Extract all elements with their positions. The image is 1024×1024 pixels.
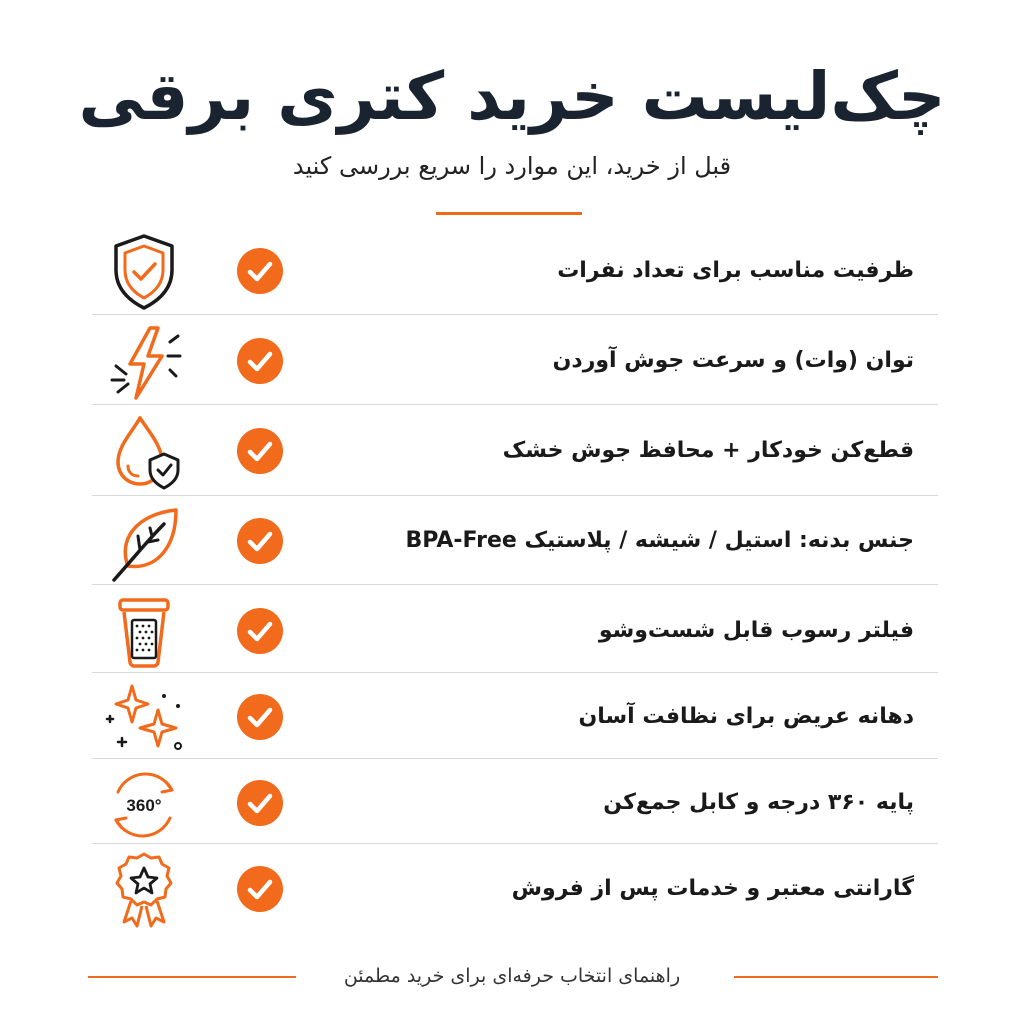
rotate-360-icon — [102, 762, 186, 846]
checklist-item-label: جنس بدنه: استیل / شیشه / پلاستیک BPA-Free — [405, 527, 914, 553]
shield-check-icon — [102, 230, 186, 314]
checklist-item-wide-opening — [92, 672, 938, 760]
row-divider — [92, 314, 938, 315]
check-icon — [237, 780, 283, 826]
sparkles-icon — [102, 676, 186, 760]
check-icon — [237, 338, 283, 384]
lightning-icon — [102, 320, 186, 404]
checklist-item-label: پایه ۳۶۰ درجه و کابل جمع‌کن — [603, 789, 914, 815]
check-icon — [237, 694, 283, 740]
footer-caption-text: راهنمای انتخاب حرفه‌ای برای خرید مطمئن — [324, 965, 700, 987]
checklist-item-label: فیلتر رسوب قابل شست‌وشو — [598, 617, 914, 643]
check-icon — [237, 608, 283, 654]
checklist-item-capacity — [92, 226, 938, 314]
leaf-icon — [102, 500, 186, 584]
row-divider — [92, 404, 938, 405]
checklist-item-label: توان (وات) و سرعت جوش آوردن — [552, 347, 914, 373]
rotate-360-label: 360° — [126, 796, 162, 815]
checklist-item-360-base — [92, 758, 938, 846]
award-ribbon-icon — [102, 848, 186, 932]
footer-caption — [0, 960, 1024, 992]
checklist-item-auto-shutoff — [92, 406, 938, 494]
checklist-item-power — [92, 316, 938, 404]
row-divider — [92, 584, 938, 585]
checklist-item-label: ظرفیت مناسب برای تعداد نفرات — [557, 257, 914, 283]
checklist-item-label: گارانتی معتبر و خدمات پس از فروش — [511, 875, 914, 901]
check-icon — [237, 518, 283, 564]
checklist-item-warranty — [92, 844, 938, 932]
check-icon — [237, 428, 283, 474]
filter-basket-icon — [102, 590, 186, 674]
page-title: چک‌لیست خرید کتری برقی — [78, 58, 946, 135]
checklist-item-label: دهانه عریض برای نظافت آسان — [578, 703, 914, 729]
page-subtitle: قبل از خرید، این موارد را سریع بررسی کنید — [292, 152, 732, 180]
title-divider — [436, 212, 582, 215]
checklist-item-label: قطع‌کن خودکار + محافظ جوش خشک — [502, 437, 914, 463]
check-icon — [237, 866, 283, 912]
checklist-item-filter — [92, 586, 938, 674]
water-drop-shield-icon — [102, 410, 186, 494]
checklist-item-body-material — [92, 496, 938, 584]
check-icon — [237, 248, 283, 294]
